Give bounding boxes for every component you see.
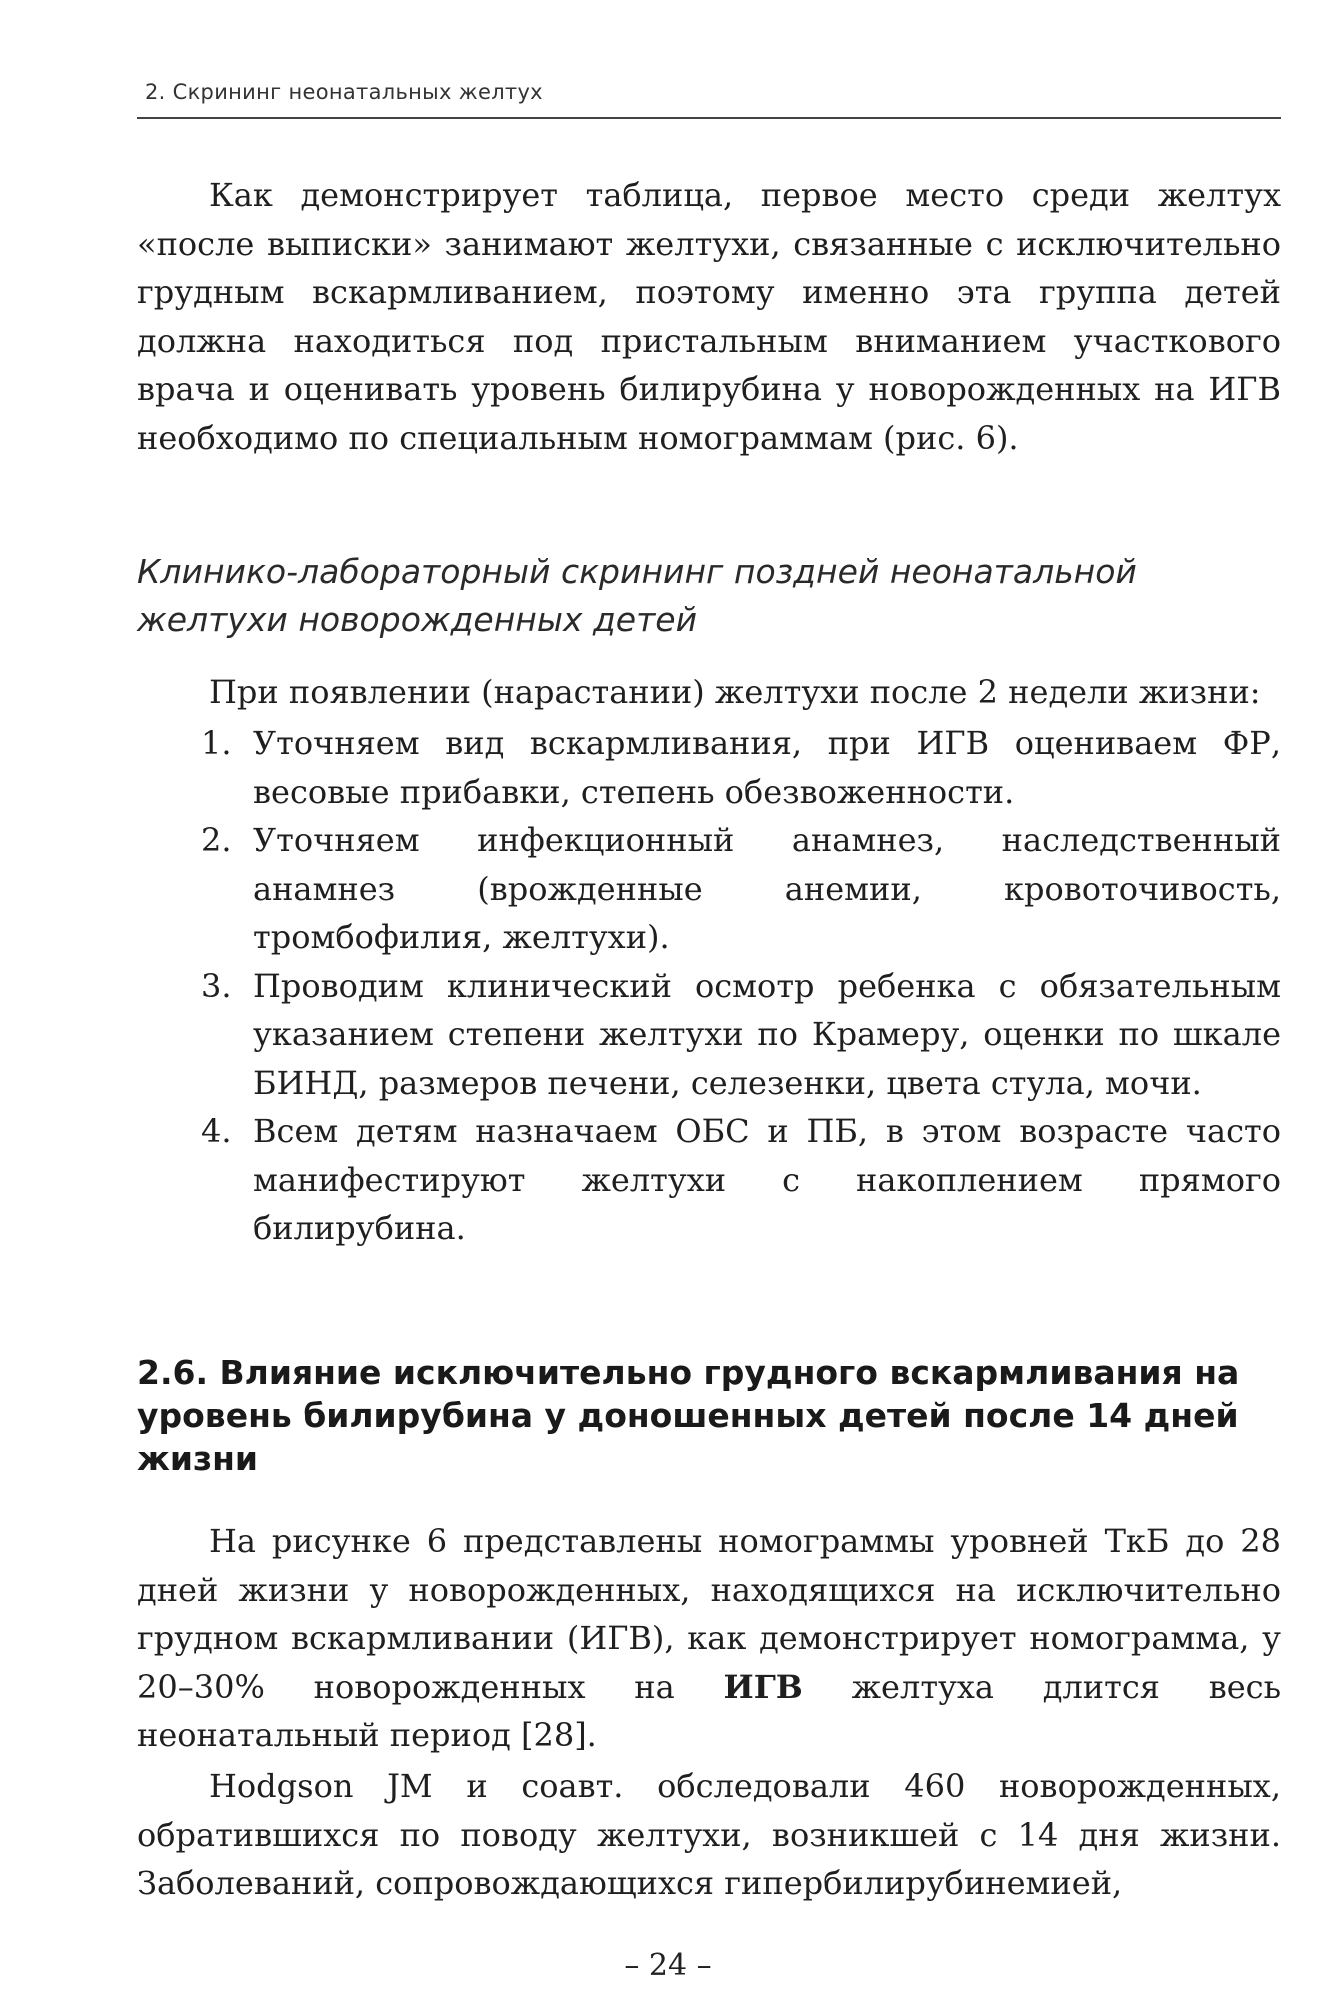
paragraph-intro: Как демонстрирует таблица, первое место среди желтух «после выписки» занимают желтухи, связанные с исключительно грудным вскармливанием, поэтому именно эта группа детей должна находиться под пристальным вниманием участкового врача и оценивать уровень билирубина у новорожденных на ИГВ необходимо по специальным номограммам (рис. 6).: [137, 176, 1281, 457]
list-intro: При появлении (нарастании) желтухи после 2 недели жизни:: [209, 673, 1261, 711]
paragraph-nomogram: [137, 1517, 1281, 1760]
list-item: [137, 1107, 1281, 1253]
paragraph-nomogram-text: На рисунке 6 представлены номограммы уровней ТкБ до 28 дней жизни у новорожденных, находящихся на исключительно грудном вскармливании (ИГВ), как демонстрирует номограмма, у 20–30% новорожденных на: [137, 1522, 1281, 1706]
section-title: Влияние исключительно грудного вскармливания на уровень билирубина у доношенных детей после 14 дней жизни: [137, 1353, 1240, 1478]
running-header: 2. Скрининг неонатальных желтух: [145, 80, 543, 104]
list-item-number: 2.: [201, 821, 232, 859]
subheading-screening: Клинико-лабораторный скрининг поздней неонатальной желтухи новорожденных детей: [137, 552, 1137, 639]
header-rule: [137, 117, 1281, 119]
list-item-text: Проводим клинический осмотр ребенка с обязательным указанием степени желтухи по Крамеру, оценки по шкале БИНД, размеров печени, селезенки, цвета стула, мочи.: [253, 966, 1281, 1102]
list-item: [137, 962, 1281, 1108]
bold-term: ИГВ: [723, 1667, 803, 1706]
section-heading: [137, 1351, 1281, 1480]
paragraph-hodgson: Hodgson JM и соавт. обследовали 460 новорожденных, обратившихся по поводу желтухи, возникшей с 14 дня жизни. Заболеваний, сопровождающихся гипербилирубинемией,: [137, 1767, 1281, 1902]
list-item-number: 1.: [201, 724, 232, 762]
list-item-text: Уточняем инфекционный анамнез, наследственный анамнез (врожденные анемии, кровоточивость, тромбофилия, желтухи).: [253, 821, 1281, 956]
list-item-number: 4.: [201, 1112, 232, 1150]
screening-steps-list: [137, 719, 1281, 1253]
list-item: [137, 719, 1281, 816]
list-item-text: Уточняем вид вскармливания, при ИГВ оцениваем ФР, весовые прибавки, степень обезвоженности.: [253, 724, 1281, 811]
list-item: [137, 816, 1281, 962]
list-item-text: Всем детям назначаем ОБС и ПБ, в этом возрасте часто манифестируют желтухи с накоплением прямого билирубина.: [253, 1112, 1281, 1247]
section-number: 2.6.: [137, 1353, 208, 1392]
page-number: – 24 –: [624, 1948, 712, 1983]
paragraph-nomogram-text-end: желтуха длится весь неонатальный период [28].: [137, 1667, 1282, 1754]
list-item-number: 3.: [201, 966, 232, 1005]
